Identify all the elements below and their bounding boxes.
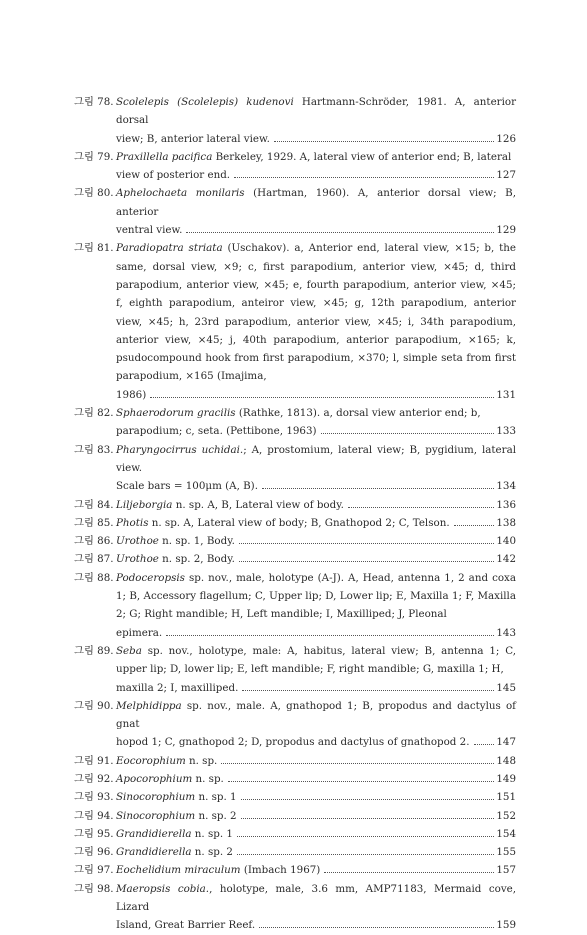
page-number: 152 [496, 809, 516, 822]
species-name: Sphaerodorum gracilis [116, 407, 236, 420]
dot-leader [242, 690, 494, 691]
dot-leader [274, 141, 494, 142]
caption-last-line [116, 550, 516, 568]
dot-leader [324, 872, 494, 873]
species-name: Melphidippa [116, 699, 182, 712]
caption-text: first parapodium, ×370; l, simple seta from first parapodium, ×165 (Imajima, [116, 352, 516, 383]
species-name: Podoceropsis [116, 571, 185, 584]
page-number: 126 [496, 132, 516, 145]
dot-leader [166, 635, 494, 636]
figure-number: 그림 83. [74, 443, 114, 456]
figure-number: 그림 90. [74, 699, 114, 712]
figure-number: 그림 89. [74, 644, 114, 657]
caption-text: epimera. [116, 626, 163, 639]
species-name: Seba [116, 644, 142, 657]
figure-entry[interactable] [74, 788, 516, 806]
caption-last-line [116, 624, 516, 642]
page-number: 138 [496, 516, 516, 529]
caption-text-wrap [116, 770, 224, 788]
figure-entry[interactable] [74, 441, 516, 496]
caption-text: view; B, anterior lateral view. [116, 132, 270, 145]
dot-leader [241, 818, 495, 819]
page-number: 127 [496, 169, 516, 182]
species-name: Grandidierella [116, 846, 192, 859]
page-number: 129 [496, 224, 516, 237]
figure-entry[interactable] [74, 807, 516, 825]
caption-text: n. sp. A, B, Lateral view of body. [172, 498, 344, 511]
figure-entry[interactable] [74, 697, 516, 752]
figure-entry[interactable] [74, 148, 516, 185]
caption-text-wrap [116, 825, 233, 843]
dot-leader [239, 561, 494, 562]
figure-entry[interactable] [74, 752, 516, 770]
dot-leader [259, 927, 494, 928]
caption-text: n. sp. 1 [195, 791, 237, 804]
caption-text: (Hartman, 1960). A, anterior dorsal view; B, anterior [116, 187, 516, 218]
figure-entry[interactable] [74, 514, 516, 532]
caption-text: ; A, prostomium, lateral view; B, pygidium, lateral view. [116, 443, 517, 474]
caption-last-line [116, 843, 516, 861]
figure-number: 그림 96. [74, 846, 114, 859]
caption-text-wrap [116, 496, 344, 514]
dot-leader [234, 177, 494, 178]
caption-last-line [116, 221, 516, 239]
caption-text: n. sp. [192, 772, 224, 785]
species-name: Urothoe [116, 535, 159, 548]
figure-number: 그림 87. [74, 553, 114, 566]
caption-text: parapodium; c, seta. (Pettibone, 1963) [116, 425, 317, 438]
figure-number: 그림 97. [74, 864, 114, 877]
caption-last-line [116, 770, 516, 788]
dot-leader [348, 507, 494, 508]
caption-text: (Rathke, 1813). a, dorsal view anterior end; b, [235, 407, 481, 420]
species-name: Sinocorophium [116, 791, 196, 804]
caption-text: n. sp. A, Lateral view of body; B, Gnathopod 2; C, Telson. [148, 516, 450, 529]
page-number: 133 [496, 425, 516, 438]
caption-text-wrap [116, 514, 450, 532]
figure-number: 그림 94. [74, 809, 114, 822]
caption-last-line [116, 825, 516, 843]
figure-entry[interactable] [74, 770, 516, 788]
dot-leader [150, 397, 494, 398]
caption-text: 1986) [116, 388, 147, 401]
caption-text-wrap [116, 843, 233, 861]
dot-leader [221, 763, 494, 764]
page-number: 131 [496, 388, 516, 401]
caption-text: h, 23rd parapodium, anterior view, ×45; i, 34th parapodium, anterior view, ×45; [116, 315, 516, 346]
figure-number: 그림 78. [74, 96, 114, 108]
caption-last-line [116, 752, 516, 770]
figure-number: 그림 88. [74, 571, 114, 584]
caption-last-line [116, 916, 516, 934]
caption-text-wrap [116, 807, 237, 825]
caption-text: coxa 1; B, Accessory flagellum; C, Upper lip; D, Lower lip; E, Maxilla 1; [116, 571, 516, 603]
caption-text: n. sp. 2 [195, 809, 237, 822]
dot-leader [239, 543, 494, 544]
page-number: 149 [496, 772, 516, 785]
caption-last-line [116, 861, 516, 879]
figure-entry[interactable] [74, 404, 516, 441]
page-number: 134 [496, 480, 516, 493]
species-name: Urothoe [116, 553, 159, 566]
figure-number: 그림 86. [74, 535, 114, 548]
figure-entry[interactable] [74, 825, 516, 843]
caption-text: view of posterior end. [116, 169, 231, 182]
caption-text: n. sp. 2, Body. [158, 553, 235, 566]
page-number: 154 [496, 827, 516, 840]
species-name: Paradiopatra striata [116, 242, 223, 255]
caption-last-line [116, 532, 516, 550]
figure-number: 그림 82. [74, 407, 114, 420]
dot-leader [321, 433, 495, 434]
caption-last-line [116, 496, 516, 514]
page-number: 143 [496, 626, 516, 639]
caption-text: Scale bars = 100μm (A, B). [116, 480, 258, 493]
caption-text: F, Maxilla 2; G; Right mandible; H, Left mandible; I, Maxilliped; J, Pleonal [116, 590, 516, 621]
caption-text: n. sp. 1 [191, 827, 233, 840]
figure-number: 그림 93. [74, 791, 114, 804]
caption-text-wrap [116, 532, 235, 550]
caption-text: n. sp. [185, 754, 218, 767]
page-number: 155 [496, 846, 516, 859]
caption-last-line [116, 166, 516, 184]
figure-entry[interactable] [74, 532, 516, 550]
caption-last-line [116, 807, 516, 825]
species-name: Grandidierella [116, 827, 192, 840]
species-name: Apocorophium [116, 772, 193, 785]
figure-entry[interactable] [74, 93, 516, 148]
caption-text: j, 40th parapodium, anterior parapodium, ×165; k, psudocompound hook from [116, 333, 516, 365]
figure-number: 그림 98. [74, 882, 114, 895]
caption-text: n. sp. 2 [191, 846, 233, 859]
dot-leader [454, 525, 495, 526]
page-number: 142 [496, 553, 516, 566]
page-number: 147 [496, 736, 516, 749]
figure-entry[interactable] [74, 642, 516, 697]
figure-entry[interactable] [74, 239, 516, 404]
caption-text-wrap [116, 861, 320, 879]
figure-number: 그림 91. [74, 754, 114, 767]
figure-entry[interactable] [74, 880, 516, 935]
figure-entry[interactable] [74, 550, 516, 568]
figure-entry[interactable] [74, 843, 516, 861]
caption-text-wrap [116, 788, 237, 806]
figure-number: 그림 79. [74, 150, 114, 163]
species-name: Eocorophium [116, 754, 186, 767]
caption-text: same, dorsal view, ×9; c, first parapodium, anterior view, ×45; d, third [116, 260, 516, 273]
caption-text: (Imbach 1967) [240, 864, 321, 877]
species-name: Sinocorophium [116, 809, 196, 822]
caption-text: sp. nov., male, holotype (A-J). A, Head, antenna 1, 2 and [184, 571, 489, 584]
figure-entry[interactable] [74, 569, 516, 642]
caption-text: sp. nov., holotype, male: A, habitus, lateral view; B, antenna 1; C, [141, 644, 516, 657]
caption-last-line [116, 733, 516, 751]
caption-last-line [116, 679, 516, 697]
caption-text: maxilla 2; I, maxilliped. [116, 681, 239, 694]
caption-text: Berkeley, 1929. A, lateral view of anterior end; B, lateral [212, 150, 512, 163]
caption-text: sp. nov., male. A, gnathopod 1; B, propodus and dactylus of gnat [116, 699, 516, 731]
dot-leader [237, 836, 494, 837]
caption-text: n. sp. 1, Body. [158, 535, 235, 548]
caption-text-wrap [116, 550, 235, 568]
figure-number: 그림 95. [74, 827, 114, 840]
species-name: Maeropsis cobia. [116, 882, 210, 895]
species-name: Scolelepis (Scolelepis) kudenovi [116, 96, 294, 108]
caption-last-line [116, 130, 516, 148]
caption-text: Hartmann-Schröder, 1981. A, anterior dorsal [116, 96, 516, 127]
species-name: Aphelochaeta monilaris [116, 187, 245, 200]
caption-text: (Uschakov). a, Anterior end, lateral view, ×15; b, the [222, 242, 516, 255]
species-name: Pharyngocirrus uchidai. [116, 443, 244, 456]
page-number: 159 [496, 919, 516, 932]
figure-number: 그림 80. [74, 187, 114, 200]
caption-last-line [116, 477, 516, 495]
caption-text: eighth parapodium, anteiror view, ×45; g, 12th parapodium, anterior view, ×45; [116, 297, 516, 328]
caption-text-wrap [116, 752, 217, 770]
species-name: Liljeborgia [116, 498, 173, 511]
dot-leader [228, 781, 495, 782]
page-number: 148 [496, 754, 516, 767]
species-name: Photis [116, 516, 149, 529]
page-number: 136 [496, 498, 516, 511]
figure-entry[interactable] [74, 861, 516, 879]
figure-number: 그림 81. [74, 242, 114, 255]
caption-last-line [116, 788, 516, 806]
caption-text: parapodium, anterior view, ×45; e, fourth parapodium, anterior view, ×45; f, [116, 278, 516, 310]
caption-text: upper lip; D, lower lip; E, left mandible; F, right mandible; G, maxilla 1; H, [116, 663, 504, 676]
caption-last-line [116, 386, 516, 404]
dot-leader [186, 232, 494, 233]
figure-entry[interactable] [74, 184, 516, 239]
page-number: 157 [496, 864, 516, 877]
caption-last-line [116, 514, 516, 532]
species-name: Praxillella pacifica [116, 150, 213, 163]
caption-text: hopod 1; C, gnathopod 2; D, propodus and dactylus of gnathopod 2. [116, 736, 470, 749]
dot-leader [241, 799, 495, 800]
caption-text: ventral view. [116, 224, 183, 237]
figure-number: 그림 85. [74, 516, 114, 529]
figure-number: 그림 92. [74, 772, 114, 785]
figure-entry[interactable] [74, 496, 516, 514]
figure-list [74, 93, 516, 935]
caption-text: Island, Great Barrier Reef. [116, 919, 256, 932]
caption-text: , holotype, male, 3.6 mm, AMP71183, Mermaid cove, Lizard [116, 882, 516, 914]
page-number: 140 [496, 535, 516, 548]
page-number: 151 [496, 791, 516, 804]
caption-last-line [116, 422, 516, 440]
dot-leader [474, 744, 495, 745]
page-number: 145 [496, 681, 516, 694]
dot-leader [237, 854, 494, 855]
species-name: Eochelidium miraculum [116, 864, 241, 877]
dot-leader [262, 488, 494, 489]
figure-number: 그림 84. [74, 498, 114, 511]
